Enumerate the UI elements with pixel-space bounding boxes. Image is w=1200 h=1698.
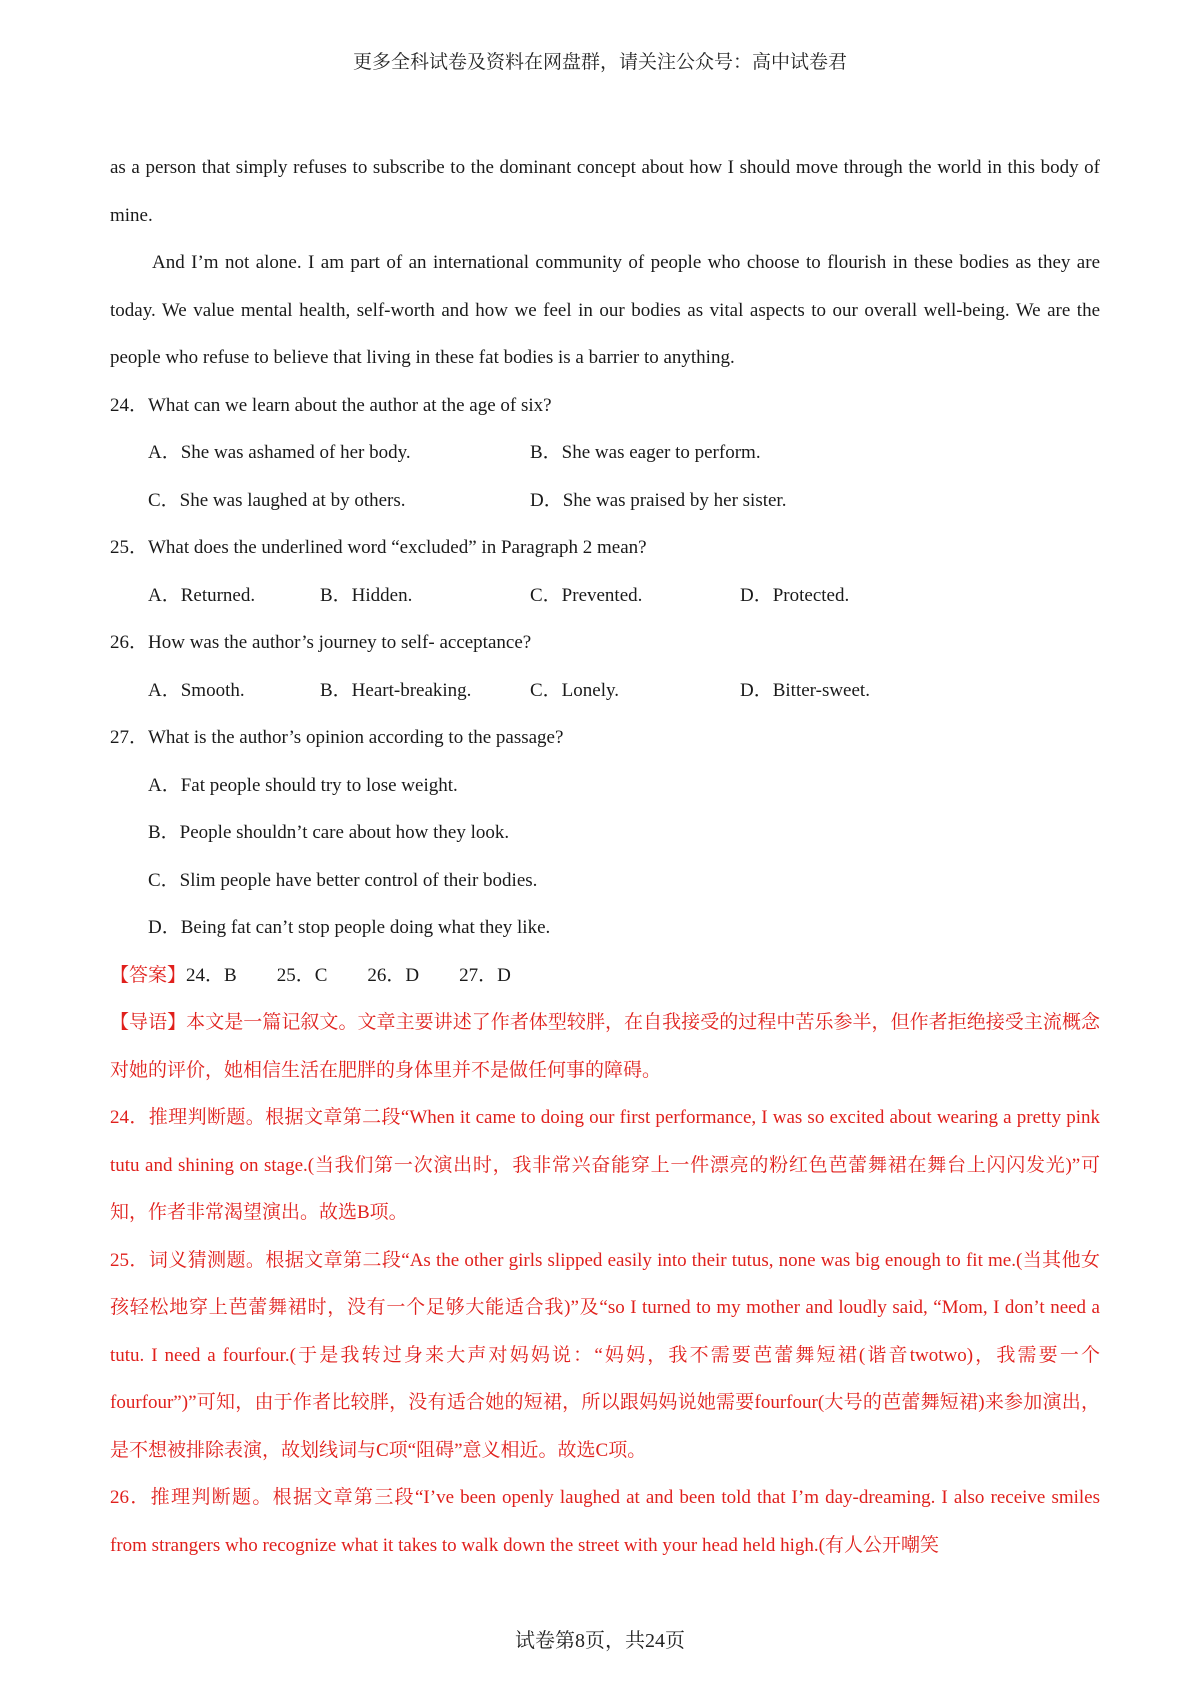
question-26-stem: 26．How was the author’s journey to self- acceptance? bbox=[110, 632, 532, 653]
question-27-option-d: D．Being fat can’t stop people doing what they like. bbox=[148, 917, 551, 938]
analysis-24: 24．推理判断题。根据文章第二段“When it came to doing our first performance, I was so excited about wearing a pretty pink tutu and shining on stage.(当我们第一次演出时，我非常兴奋能穿上一件漂亮的粉红色芭蕾舞裙在舞台上闪闪发光)”可知，作者非常渴望演出。故选B项。 bbox=[110, 1107, 1100, 1223]
question-25-option-b: B．Hidden. bbox=[320, 584, 413, 606]
page-header: 更多全科试卷及资料在网盘群，请关注公众号：高中试卷君 bbox=[352, 52, 847, 73]
question-24-stem: 24．What can we learn about the author at the age of six? bbox=[110, 394, 552, 416]
question-27-option-b: B．People shouldn’t care about how they look. bbox=[148, 822, 510, 843]
question-24-option-d: D．She was praised by her sister. bbox=[530, 489, 787, 511]
analysis-25: 25．词义猜测题。根据文章第二段“As the other girls slipped easily into their tutus, none was big enough to fit me.(当其他女孩轻松地穿上芭蕾舞裙时，没有一个足够大能适合我)”及“so I turned to my mother and loudly said, “Mom, I don’t need a tutu. I need a fourfour.(于是我转过身来大声对妈妈说：“妈妈，我不需要芭蕾舞短裙(谐音twotwo)，我需要一个fourfour”)”可知，由于作者比较胖，没有适合她的短裙，所以跟妈妈说她需要fourfour(大号的芭蕾舞短裙)来参加演出，是不想被排除表演，故划线词与C项“阻碍”意义相近。故选C项。 bbox=[110, 1249, 1100, 1461]
answer-key bbox=[110, 952, 1100, 1000]
question-26-option-d: D．Bitter-sweet. bbox=[740, 679, 870, 701]
question-27-option-a: A．Fat people should try to lose weight. bbox=[148, 774, 458, 796]
analysis-26: 26．推理判断题。根据文章第三段“I’ve been openly laughed at and been told that I’m day-dreaming. I also receive smiles from strangers who recognize what it takes to walk down the street with your head held high.(有人公开嘲笑 bbox=[110, 1487, 1100, 1556]
question-24-options-row2 bbox=[110, 477, 1100, 525]
question-24-options-row1 bbox=[110, 429, 1100, 477]
answer-27: 27．D bbox=[459, 964, 511, 986]
passage-paragraph-last: And I’m not alone. I am part of an international community of people who choose to flourish in these bodies as they are today. We value mental health, self-worth and how we feel in our bodies as vital aspects to our overall well-being. We are the people who refuse to believe that living in these fat bodies is a barrier to anything. bbox=[110, 252, 1100, 368]
question-25-stem: 25．What does the underlined word “excluded” in Paragraph 2 mean? bbox=[110, 537, 647, 558]
question-26-options bbox=[110, 667, 1100, 715]
question-25-option-a: A．Returned. bbox=[148, 584, 256, 606]
question-25-option-c: C．Prevented. bbox=[530, 584, 643, 606]
question-25-option-d: D．Protected. bbox=[740, 584, 850, 606]
question-24-option-b: B．She was eager to perform. bbox=[530, 442, 761, 463]
question-24-option-c: C．She was laughed at by others. bbox=[148, 489, 406, 511]
question-25-options bbox=[110, 572, 1100, 620]
question-27-option-c: C．Slim people have better control of their bodies. bbox=[148, 869, 538, 891]
answer-label: 【答案】 bbox=[110, 964, 187, 986]
question-26-option-a: A．Smooth. bbox=[148, 679, 245, 701]
answer-25: 25．C bbox=[276, 964, 328, 986]
page-content bbox=[110, 144, 1100, 1569]
passage-paragraph-end: as a person that simply refuses to subscribe to the dominant concept about how I should move through the world in this body of mine. bbox=[110, 157, 1100, 226]
question-26-option-b: B．Heart-breaking. bbox=[320, 679, 472, 701]
question-27-stem: 27．What is the author’s opinion according to the passage? bbox=[110, 727, 564, 748]
question-26-option-c: C．Lonely. bbox=[530, 679, 620, 701]
analysis-intro: 【导语】本文是一篇记叙文。文章主要讲述了作者体型较胖，在自我接受的过程中苦乐参半，但作者拒绝接受主流概念对她的评价，她相信生活在肥胖的身体里并不是做任何事的障碍。 bbox=[110, 1012, 1100, 1081]
answer-26: 26．D bbox=[367, 964, 420, 986]
answer-24: 24．B bbox=[186, 964, 237, 986]
question-24-option-a: A．She was ashamed of her body. bbox=[148, 442, 411, 463]
page-footer: 试卷第8页，共24页 bbox=[515, 1630, 685, 1652]
